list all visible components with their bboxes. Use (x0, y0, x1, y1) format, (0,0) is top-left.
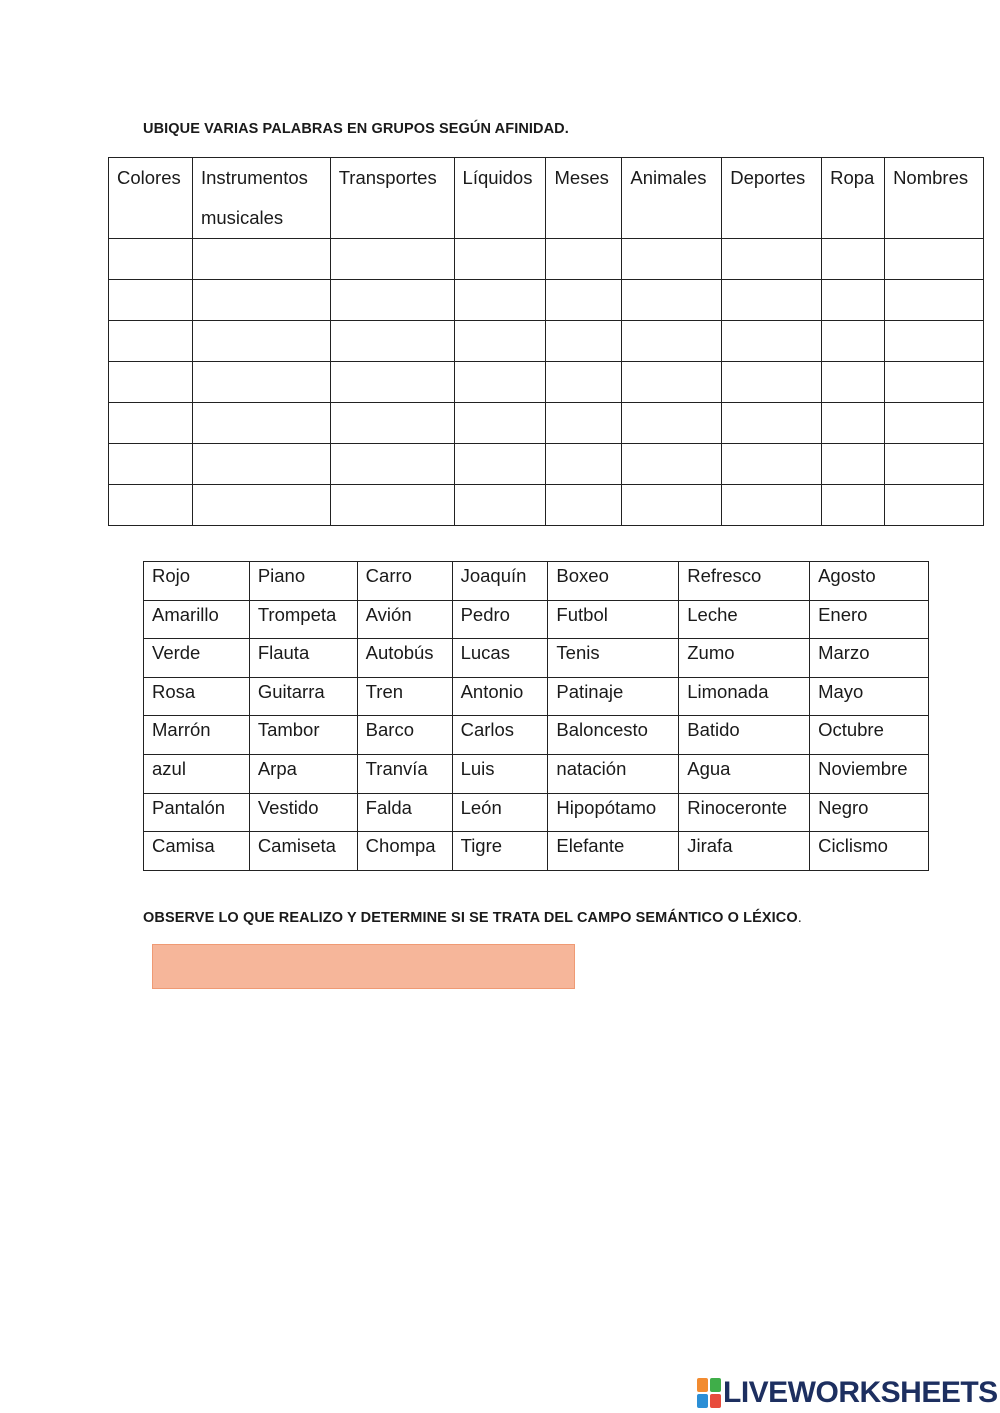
category-header: Líquidos (454, 158, 546, 239)
word-bank-row (144, 562, 929, 601)
category-answer-cell[interactable] (454, 403, 546, 444)
category-answer-input[interactable] (622, 485, 721, 525)
category-header-row (109, 158, 984, 239)
category-answer-cell[interactable] (885, 280, 984, 321)
answer-input[interactable] (153, 945, 574, 988)
word-bank-cell[interactable]: Tigre (452, 832, 548, 871)
liveworksheets-brand (697, 1377, 998, 1409)
word-bank-cell[interactable]: Tranvía (357, 754, 452, 793)
category-answer-input[interactable] (622, 321, 721, 361)
word-bank-cell[interactable]: Piano (249, 562, 357, 601)
word-bank-row (144, 639, 929, 678)
category-answer-input[interactable] (546, 362, 621, 402)
word-bank-cell[interactable]: Carro (357, 562, 452, 601)
category-answer-cell[interactable] (192, 280, 330, 321)
category-answer-input[interactable] (546, 280, 621, 320)
category-answer-cell[interactable] (622, 362, 722, 403)
word-bank-cell[interactable]: Tren (357, 677, 452, 716)
answer-box[interactable] (152, 944, 575, 989)
word-bank-cell[interactable]: Hipopótamo (548, 793, 679, 832)
category-answer-cell[interactable] (192, 444, 330, 485)
word-bank-cell[interactable]: Rinoceronte (679, 793, 810, 832)
category-answer-cell[interactable] (822, 485, 885, 526)
category-answer-cell[interactable] (192, 362, 330, 403)
category-answer-cell[interactable] (330, 239, 454, 280)
category-answer-input[interactable] (822, 362, 884, 402)
category-answer-cell[interactable] (546, 444, 622, 485)
category-answer-input[interactable] (885, 362, 983, 402)
word-bank-cell[interactable]: azul (144, 754, 250, 793)
category-answer-cell[interactable] (822, 403, 885, 444)
category-answer-input[interactable] (722, 280, 821, 320)
word-bank-cell[interactable]: Elefante (548, 832, 679, 871)
word-bank-cell[interactable]: Zumo (679, 639, 810, 678)
category-answer-input[interactable] (109, 485, 192, 525)
instruction-heading-1: UBIQUE VARIAS PALABRAS EN GRUPOS SEGÚN AFINIDAD. (143, 121, 569, 137)
category-answer-input[interactable] (722, 321, 821, 361)
category-answer-cell[interactable] (885, 362, 984, 403)
category-answer-input[interactable] (722, 239, 821, 279)
category-answer-cell[interactable] (885, 403, 984, 444)
category-answer-input[interactable] (546, 444, 621, 484)
category-answer-cell[interactable] (885, 239, 984, 280)
category-answer-cell[interactable] (330, 362, 454, 403)
category-answer-cell[interactable] (822, 280, 885, 321)
category-answer-cell[interactable] (546, 485, 622, 526)
word-bank-cell[interactable]: Carlos (452, 716, 548, 755)
category-answer-cell[interactable] (546, 321, 622, 362)
word-bank-cell[interactable]: Octubre (810, 716, 929, 755)
category-answer-input[interactable] (455, 280, 546, 320)
word-bank-cell[interactable]: Rosa (144, 677, 250, 716)
category-answer-cell[interactable] (822, 239, 885, 280)
category-answer-input[interactable] (822, 239, 884, 279)
category-answer-input[interactable] (331, 362, 454, 402)
category-answer-cell[interactable] (822, 444, 885, 485)
word-bank-cell[interactable]: Flauta (249, 639, 357, 678)
word-bank-cell[interactable]: Avión (357, 600, 452, 639)
word-bank-cell[interactable]: Chompa (357, 832, 452, 871)
category-answer-input[interactable] (885, 239, 983, 279)
category-answer-input[interactable] (822, 321, 884, 361)
category-answer-rows (109, 239, 984, 526)
category-answer-cell[interactable] (885, 321, 984, 362)
category-answer-input[interactable] (546, 321, 621, 361)
category-answer-input[interactable] (885, 280, 983, 320)
category-answer-cell[interactable] (330, 321, 454, 362)
category-answer-cell[interactable] (454, 321, 546, 362)
word-bank-cell[interactable]: Lucas (452, 639, 548, 678)
category-answer-input[interactable] (193, 485, 330, 525)
word-bank-row (144, 754, 929, 793)
category-answer-cell[interactable] (622, 280, 722, 321)
word-bank-row (144, 716, 929, 755)
word-bank-cell[interactable]: Verde (144, 639, 250, 678)
category-answer-cell[interactable] (330, 403, 454, 444)
category-answer-cell[interactable] (622, 444, 722, 485)
word-bank-cell[interactable]: Guitarra (249, 677, 357, 716)
word-bank-row (144, 600, 929, 639)
word-bank-cell[interactable]: Pantalón (144, 793, 250, 832)
word-bank-row (144, 793, 929, 832)
word-bank-cell[interactable]: Ciclismo (810, 832, 929, 871)
category-answer-input[interactable] (455, 403, 546, 443)
word-bank-cell[interactable]: Amarillo (144, 600, 250, 639)
category-answer-cell[interactable] (109, 280, 193, 321)
word-bank-cell[interactable]: Trompeta (249, 600, 357, 639)
category-answer-input[interactable] (331, 239, 454, 279)
category-answer-cell[interactable] (622, 239, 722, 280)
word-bank-cell[interactable]: Jirafa (679, 832, 810, 871)
category-answer-cell[interactable] (454, 485, 546, 526)
word-bank-cell[interactable]: Luis (452, 754, 548, 793)
category-answer-input[interactable] (622, 362, 721, 402)
word-bank-cell[interactable]: Mayo (810, 677, 929, 716)
instruction-2-text: OBSERVE LO QUE REALIZO Y DETERMINE SI SE TRATA DEL CAMPO SEMÁNTICO O LÉXICO (143, 910, 798, 926)
category-answer-input[interactable] (109, 362, 192, 402)
word-bank-table (143, 561, 929, 871)
category-answer-cell[interactable] (622, 485, 722, 526)
category-answer-cell[interactable] (192, 485, 330, 526)
word-bank-cell[interactable]: Marzo (810, 639, 929, 678)
category-answer-row (109, 239, 984, 280)
category-answer-input[interactable] (455, 485, 546, 525)
category-answer-cell[interactable] (722, 444, 822, 485)
category-answer-cell[interactable] (109, 362, 193, 403)
category-answer-input[interactable] (193, 280, 330, 320)
category-answer-input[interactable] (193, 362, 330, 402)
word-bank-cell[interactable]: Baloncesto (548, 716, 679, 755)
category-answer-cell[interactable] (192, 403, 330, 444)
category-answer-input[interactable] (546, 403, 621, 443)
category-table (108, 157, 984, 526)
category-answer-input[interactable] (331, 403, 454, 443)
category-answer-cell[interactable] (330, 280, 454, 321)
category-answer-cell[interactable] (454, 444, 546, 485)
category-answer-input[interactable] (331, 485, 454, 525)
brand-name: LIVEWORKSHEETS (723, 1376, 998, 1409)
category-header: Animales (622, 158, 722, 239)
word-bank-cell[interactable]: Camisa (144, 832, 250, 871)
category-answer-input[interactable] (331, 280, 454, 320)
category-header: Instrumentos musicales (192, 158, 330, 239)
category-answer-input[interactable] (885, 403, 983, 443)
word-bank-cell[interactable]: Tenis (548, 639, 679, 678)
category-header: Transportes (330, 158, 454, 239)
instruction-2-period: . (797, 910, 802, 926)
word-bank-cell[interactable]: Tambor (249, 716, 357, 755)
category-answer-input[interactable] (455, 239, 546, 279)
word-bank-cell[interactable]: Enero (810, 600, 929, 639)
category-answer-input[interactable] (622, 239, 721, 279)
category-answer-input[interactable] (885, 444, 983, 484)
category-answer-cell[interactable] (722, 321, 822, 362)
category-header: Ropa (822, 158, 885, 239)
category-answer-input[interactable] (109, 403, 192, 443)
word-bank-cell[interactable]: Refresco (679, 562, 810, 601)
category-answer-input[interactable] (109, 444, 192, 484)
category-answer-input[interactable] (822, 403, 884, 443)
category-answer-cell[interactable] (192, 321, 330, 362)
category-answer-input[interactable] (193, 403, 330, 443)
category-answer-row (109, 280, 984, 321)
word-bank-cell[interactable]: Futbol (548, 600, 679, 639)
word-bank-cell[interactable]: Patinaje (548, 677, 679, 716)
category-answer-cell[interactable] (722, 403, 822, 444)
word-bank-cell[interactable]: Negro (810, 793, 929, 832)
category-answer-input[interactable] (622, 280, 721, 320)
word-bank-cell[interactable]: Arpa (249, 754, 357, 793)
category-answer-cell[interactable] (722, 362, 822, 403)
word-bank-cell[interactable]: Batido (679, 716, 810, 755)
category-answer-input[interactable] (722, 362, 821, 402)
category-answer-input[interactable] (822, 485, 884, 525)
category-answer-input[interactable] (331, 321, 454, 361)
word-bank-cell[interactable]: Rojo (144, 562, 250, 601)
category-answer-input[interactable] (455, 362, 546, 402)
category-answer-input[interactable] (109, 321, 192, 361)
word-bank-cell[interactable]: Noviembre (810, 754, 929, 793)
word-bank-cell[interactable]: Leche (679, 600, 810, 639)
category-answer-cell[interactable] (622, 321, 722, 362)
category-answer-cell[interactable] (109, 444, 193, 485)
liveworksheets-logo-icon (697, 1378, 721, 1408)
category-answer-input[interactable] (109, 280, 192, 320)
category-header: Colores (109, 158, 193, 239)
word-bank-row (144, 677, 929, 716)
category-answer-input[interactable] (822, 444, 884, 484)
word-bank-cell[interactable]: Limonada (679, 677, 810, 716)
category-answer-cell[interactable] (722, 280, 822, 321)
category-answer-cell[interactable] (885, 444, 984, 485)
word-bank-cell[interactable]: Joaquín (452, 562, 548, 601)
category-answer-input[interactable] (722, 403, 821, 443)
category-answer-cell[interactable] (454, 362, 546, 403)
category-answer-input[interactable] (546, 239, 621, 279)
word-bank-cell[interactable]: Antonio (452, 677, 548, 716)
category-answer-cell[interactable] (109, 239, 193, 280)
category-answer-cell[interactable] (192, 239, 330, 280)
word-bank-cell[interactable]: Boxeo (548, 562, 679, 601)
category-answer-row (109, 485, 984, 526)
category-answer-input[interactable] (193, 444, 330, 484)
category-answer-cell[interactable] (822, 362, 885, 403)
category-answer-cell[interactable] (822, 321, 885, 362)
category-answer-input[interactable] (622, 444, 721, 484)
word-bank-cell[interactable]: Pedro (452, 600, 548, 639)
category-answer-row (109, 403, 984, 444)
word-bank-cell[interactable]: Falda (357, 793, 452, 832)
word-bank-cell[interactable]: natación (548, 754, 679, 793)
category-answer-cell[interactable] (546, 239, 622, 280)
category-answer-cell[interactable] (454, 239, 546, 280)
category-answer-cell[interactable] (546, 403, 622, 444)
category-answer-input[interactable] (885, 485, 983, 525)
word-bank-cell[interactable]: Marrón (144, 716, 250, 755)
word-bank-cell[interactable]: Agosto (810, 562, 929, 601)
category-answer-input[interactable] (455, 444, 546, 484)
word-bank-cell[interactable]: Agua (679, 754, 810, 793)
category-answer-cell[interactable] (109, 321, 193, 362)
category-answer-input[interactable] (109, 239, 192, 279)
category-answer-cell[interactable] (885, 485, 984, 526)
word-bank-cell[interactable]: Autobús (357, 639, 452, 678)
word-bank-rows (144, 562, 929, 871)
category-answer-input[interactable] (822, 280, 884, 320)
category-header: Nombres (885, 158, 984, 239)
category-answer-cell[interactable] (622, 403, 722, 444)
instruction-heading-2 (143, 910, 802, 926)
category-answer-cell[interactable] (454, 280, 546, 321)
word-bank-row (144, 832, 929, 871)
category-header: Deportes (722, 158, 822, 239)
category-header: Meses (546, 158, 622, 239)
category-answer-cell[interactable] (330, 444, 454, 485)
word-bank-cell[interactable]: Camiseta (249, 832, 357, 871)
category-answer-input[interactable] (193, 321, 330, 361)
word-bank-cell[interactable]: León (452, 793, 548, 832)
category-answer-input[interactable] (722, 444, 821, 484)
category-answer-cell[interactable] (722, 239, 822, 280)
category-answer-input[interactable] (193, 239, 330, 279)
category-answer-cell[interactable] (722, 485, 822, 526)
category-answer-cell[interactable] (546, 280, 622, 321)
category-answer-input[interactable] (546, 485, 621, 525)
category-answer-input[interactable] (455, 321, 546, 361)
category-answer-input[interactable] (622, 403, 721, 443)
category-answer-cell[interactable] (546, 362, 622, 403)
category-answer-cell[interactable] (109, 485, 193, 526)
category-answer-cell[interactable] (109, 403, 193, 444)
word-bank-cell[interactable]: Barco (357, 716, 452, 755)
category-answer-input[interactable] (885, 321, 983, 361)
category-answer-input[interactable] (722, 485, 821, 525)
category-answer-cell[interactable] (330, 485, 454, 526)
category-answer-input[interactable] (331, 444, 454, 484)
category-answer-row (109, 362, 984, 403)
word-bank-cell[interactable]: Vestido (249, 793, 357, 832)
category-answer-row (109, 321, 984, 362)
category-answer-row (109, 444, 984, 485)
